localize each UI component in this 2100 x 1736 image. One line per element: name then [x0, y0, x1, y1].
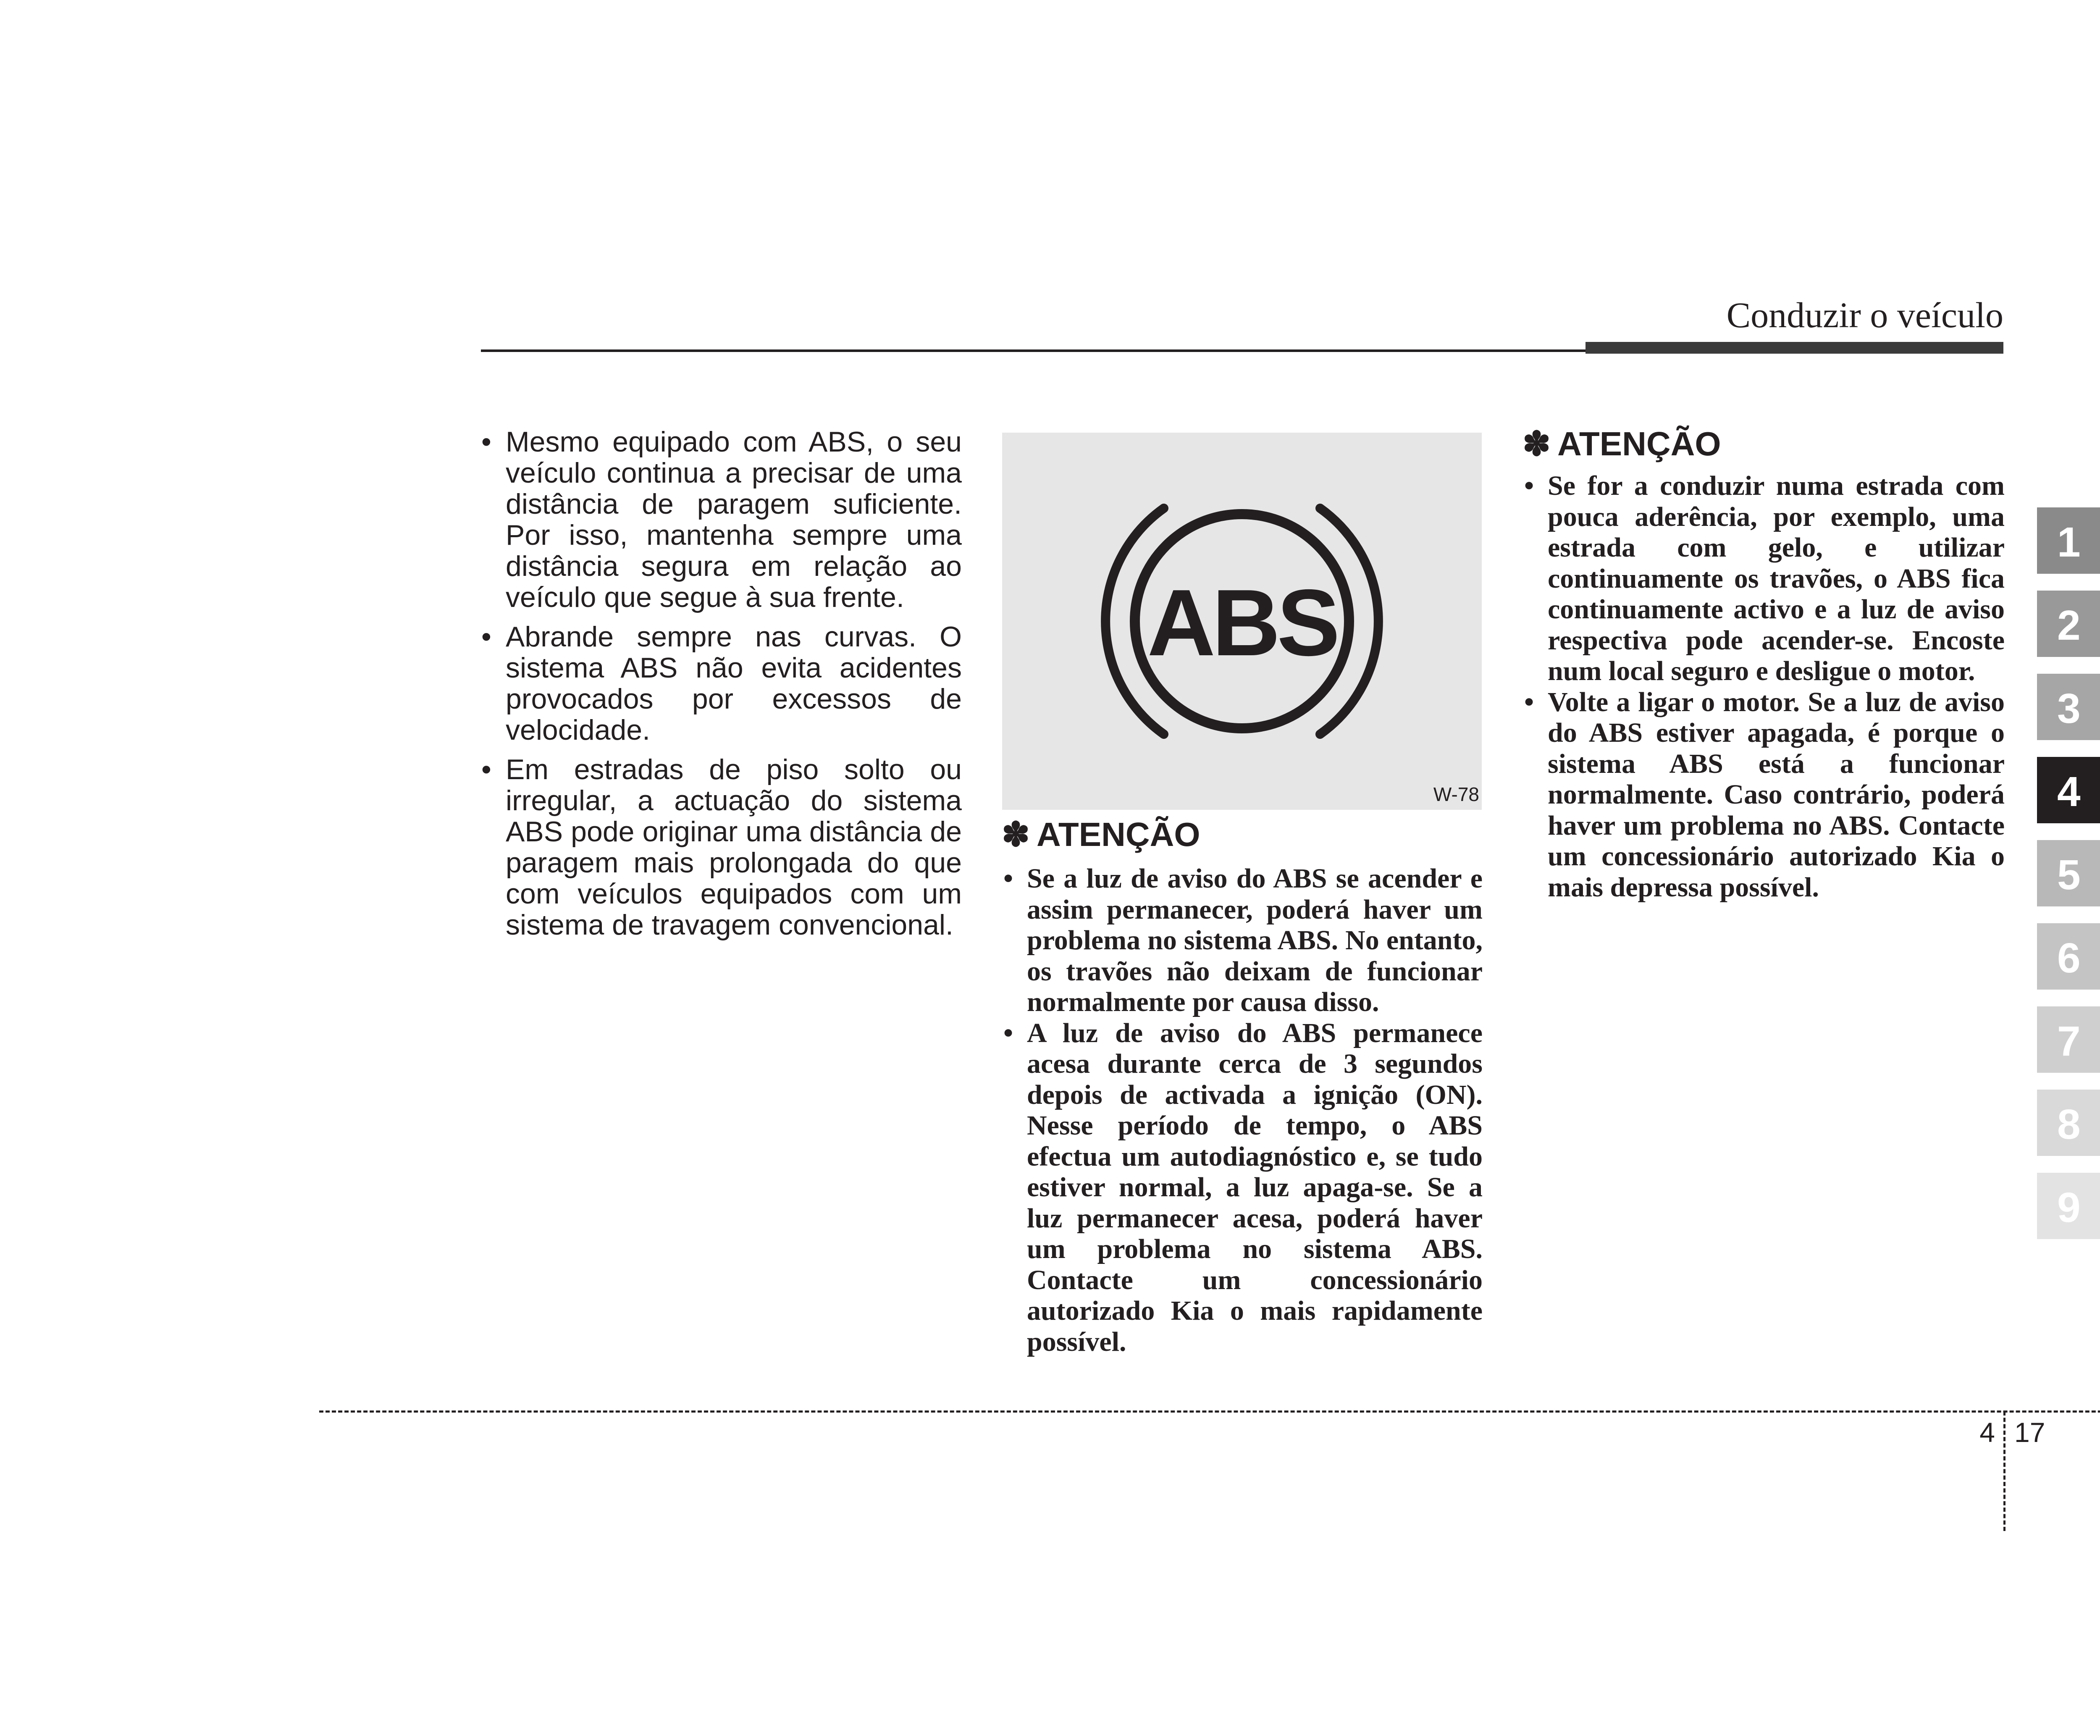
- caution-heading-text: ATENÇÃO: [1557, 425, 1721, 462]
- caution-list: [1522, 470, 2005, 903]
- caution-list: [1002, 863, 1483, 1357]
- chapter-tab-6[interactable]: [2037, 923, 2100, 990]
- list-item: • Se a luz de aviso do ABS se acender e assim permanecer, poderá haver um problema no sistema ABS. No entanto, os travões não deixam de funcionar normalmente por causa disso.: [1002, 863, 1483, 1018]
- caution-heading: [1002, 815, 1200, 854]
- chapter-tab-2[interactable]: [2037, 591, 2100, 657]
- footer-rule: [319, 1410, 2100, 1413]
- chapter-tab-label: 3: [2057, 685, 2081, 732]
- chapter-tab-label: 7: [2057, 1018, 2081, 1065]
- chapter-tab-label: 8: [2057, 1101, 2081, 1148]
- list-item: • Mesmo equipado com ABS, o seu veículo continua a precisar de uma distância de paragem suficiente. Por isso, mantenha sempre uma distância segura em relação ao veículo que segue à sua frente.: [479, 426, 962, 613]
- chapter-tab-8[interactable]: [2037, 1090, 2100, 1156]
- chapter-tab-label: 2: [2057, 602, 2081, 649]
- chapter-tab-label: 9: [2057, 1184, 2081, 1231]
- list-item: • Volte a ligar o motor. Se a luz de aviso do ABS estiver apagada, é porque o sistema ABS está a funcionar normalmente. Caso contrário, poderá haver um problema no ABS. Contacte um concessionário autorizado Kia o mais depressa possível.: [1522, 687, 2005, 903]
- list-item: • A luz de aviso do ABS permanece acesa durante cerca de 3 segundos depois de activada a ignição (ON). Nesse período de tempo, o ABS efectua um autodiagnóstico e, se tudo estiver normal, a luz apaga-se. Se a luz permanecer acesa, poderá haver um problema no sistema ABS. Contacte um concessionário autorizado Kia o mais rapidamente possível.: [1002, 1018, 1483, 1358]
- asterisk-icon: ✽: [1522, 425, 1551, 462]
- chapter-tabs: [2037, 507, 2100, 1256]
- section-title: Conduzir o veículo: [1726, 295, 2003, 335]
- list-item: • Em estradas de piso solto ou irregular, a actuação do sistema ABS pode originar uma distância de paragem mais prolongada do que com veículos equipados com um sistema de travagem convencional.: [479, 754, 962, 940]
- caution-heading-text: ATENÇÃO: [1037, 816, 1200, 853]
- body-column-left: [479, 426, 962, 949]
- header-rule: [481, 349, 1586, 352]
- chapter-tab-3[interactable]: [2037, 674, 2100, 740]
- chapter-tab-4[interactable]: [2037, 757, 2100, 823]
- abs-warning-light-icon: [1002, 433, 1482, 810]
- asterisk-icon: ✽: [1002, 816, 1030, 853]
- page-number: 17: [2014, 1417, 2045, 1448]
- abs-warning-figure: [1002, 433, 1482, 810]
- bullet-list: [479, 426, 962, 940]
- chapter-tab-9[interactable]: [2037, 1173, 2100, 1239]
- figure-code: W-78: [1433, 783, 1479, 805]
- chapter-tab-label: 1: [2057, 519, 2081, 566]
- page-chapter-number: 4: [1979, 1417, 1995, 1448]
- chapter-tab-5[interactable]: [2037, 840, 2100, 906]
- chapter-tab-label: 6: [2057, 935, 2081, 982]
- chapter-tab-label: 5: [2057, 851, 2081, 898]
- caution-heading: [1522, 424, 1721, 463]
- chapter-tab-1[interactable]: [2037, 507, 2100, 574]
- abs-label: ABS: [1147, 570, 1337, 675]
- chapter-tab-label: 4: [2057, 768, 2081, 815]
- footer-divider: [2003, 1411, 2006, 1531]
- list-item: • Abrande sempre nas curvas. O sistema ABS não evita acidentes provocados por excessos de velocidade.: [479, 621, 962, 746]
- header-rule-accent: [1586, 342, 2003, 354]
- chapter-tab-7[interactable]: [2037, 1006, 2100, 1073]
- list-item: • Se for a conduzir numa estrada com pouca aderência, por exemplo, uma estrada com gelo, e utilizar continuamente os travões, o ABS fica continuamente activo e a luz de aviso respectiva pode acender-se. Encoste num local seguro e desligue o motor.: [1522, 470, 2005, 687]
